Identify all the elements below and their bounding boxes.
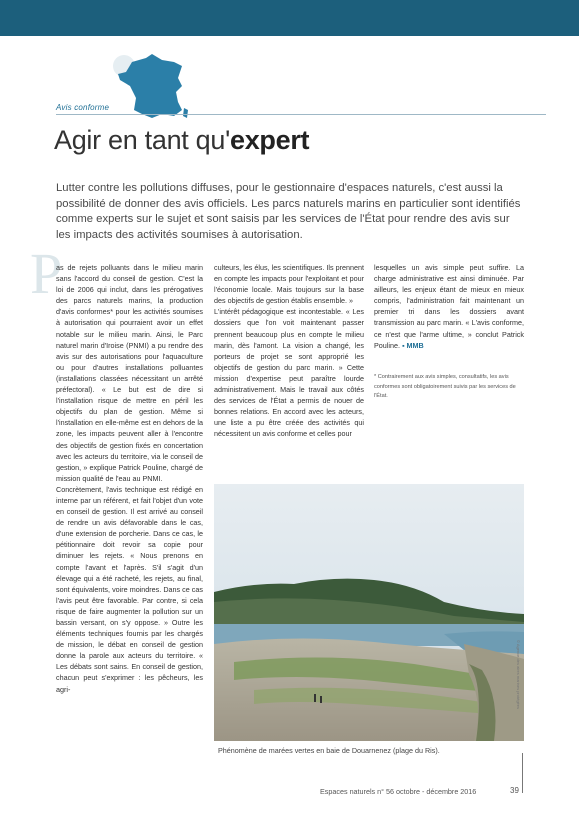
column-3-paragraph xyxy=(374,262,524,351)
footer-issue: Espaces naturels n° 56 octobre - décembre 2016 xyxy=(320,787,477,796)
footer-divider xyxy=(522,753,523,793)
column-3 xyxy=(374,262,524,351)
column-1 xyxy=(56,262,203,695)
column-1-paragraph-2: Concrètement, l'avis technique est rédigé en interne par un référent, et fait l'objet d'un vote en conseil de gestion. Il est arrivé au conseil de rendre un avis défavorable dans le cas, d'une extension de porcherie. Dans ce cas, le pétitionnaire doit revoir sa copie pour diminuer les rejets. « Nous prenons en compte l'avant et l'après. S'il s'agit d'un élevage qui a été racheté, les rejets, au final, sont équivalents, voire moindres. Dans ce cas l'avis peut être favorable. Par contre, si cela risque de faire augmenter la pollution sur un bassin versant, on s'y oppose. » Outre les éléments techniques fournis par les chargés de mission, le débat en conseil de gestion donne la parole aux acteurs du territoire. « Les débats sont sains. En conseil de gestion, chacun peut s'exprimer : les pêcheurs, les agri- xyxy=(56,484,203,694)
drop-cap: P xyxy=(30,241,63,306)
section-kicker: Avis conforme xyxy=(56,103,110,112)
top-banner xyxy=(0,0,579,36)
column-3-text: lesquelles un avis simple peut suffire. La charge administrative est ainsi diminuée. Par ailleurs, les enjeux étant de mieux en mieux compris, l'administration fait maintenant un premier tri dans les dossiers avant transmission au parc marin. « L'avis conforme, ce n'est que l'arme ultime, » conclut Patrick Pouline. xyxy=(374,263,524,350)
article-title xyxy=(54,125,309,156)
kicker-divider xyxy=(56,114,546,115)
photo-credit: © Agence des aires marines protégées xyxy=(516,640,521,709)
photo-caption: Phénomène de marées vertes en baie de Douarnenez (plage du Ris). xyxy=(218,746,440,755)
column-1-paragraph-1: as de rejets polluants dans le milieu marin sans l'accord du conseil de gestion. C'est la loi de 2006 qui inclut, dans les prérogatives des parcs naturels marins, la production d'avis conformes* pour les activités soumises à autorisation qui pourraient avoir un effet notable sur le milieu marin. Ainsi, le Parc naturel marin d'Iroise (PNMI) a pu rendre des avis sur des autorisations pour l'aquaculture ou pour d'autres installations polluantes (installations classées nécessitant un arrêté préfectoral). « Le but est de dire si l'installation risque de mettre en péril les objectifs du plan de gestion. Même si l'installation en elle-même est en dehors de la zone, les impacts peuvent aller à l'encontre des objectifs de gestion fixés en concertation avec les acteurs du territoire, via le conseil de gestion, » explique Patrick Pouline, chargé de mission qualité de l'eau au PNMI. xyxy=(56,263,203,483)
beach-photo xyxy=(214,484,524,741)
article-lead: Lutter contre les pollutions diffuses, pour le gestionnaire d'espaces naturels, c'est aussi la possibilité de donner des avis officiels. Les parcs naturels marins en particulier sont identifiés comme experts sur le sujet et sont saisis par les services de l'État pour rendre des avis sur les impacts des activités soumises à autorisation. xyxy=(56,182,521,241)
france-map-icon xyxy=(112,52,192,130)
column-2 xyxy=(214,262,364,440)
author-signature: ▪ MMB xyxy=(401,340,424,350)
column-2-paragraph-1: culteurs, les élus, les scientifiques. Ils prennent en compte les impacts pour l'exploitant et pour l'économie locale. Mais toujours sur la base des objectifs de gestion établis ensemble. » xyxy=(214,263,364,306)
title-light: Agir en tant qu' xyxy=(54,125,230,155)
page-number: 39 xyxy=(510,786,519,795)
column-2-paragraph-2: L'intérêt pédagogique est incontestable. « Les dossiers que l'on voit maintenant passer prennent beaucoup plus en compte le milieu marin, dès l'amont. La vision a changé, les porteurs de projet se sont approprié les objectifs de gestion du parc marin. » Cette mission d'expertise peut paraître lourde administrativement. Mais le travail aux côtés des services de l'État a permis de nouer de bonnes relations. En accord avec les acteurs, une liste a pu être créée des activités qui nécessitent un avis conforme et celles pour xyxy=(214,307,364,439)
footnote: * Contrairement aux avis simples, consultatifs, les avis conformes sont obligatoirement suivis par les services de l'État. xyxy=(374,374,516,399)
title-bold: expert xyxy=(229,125,310,155)
